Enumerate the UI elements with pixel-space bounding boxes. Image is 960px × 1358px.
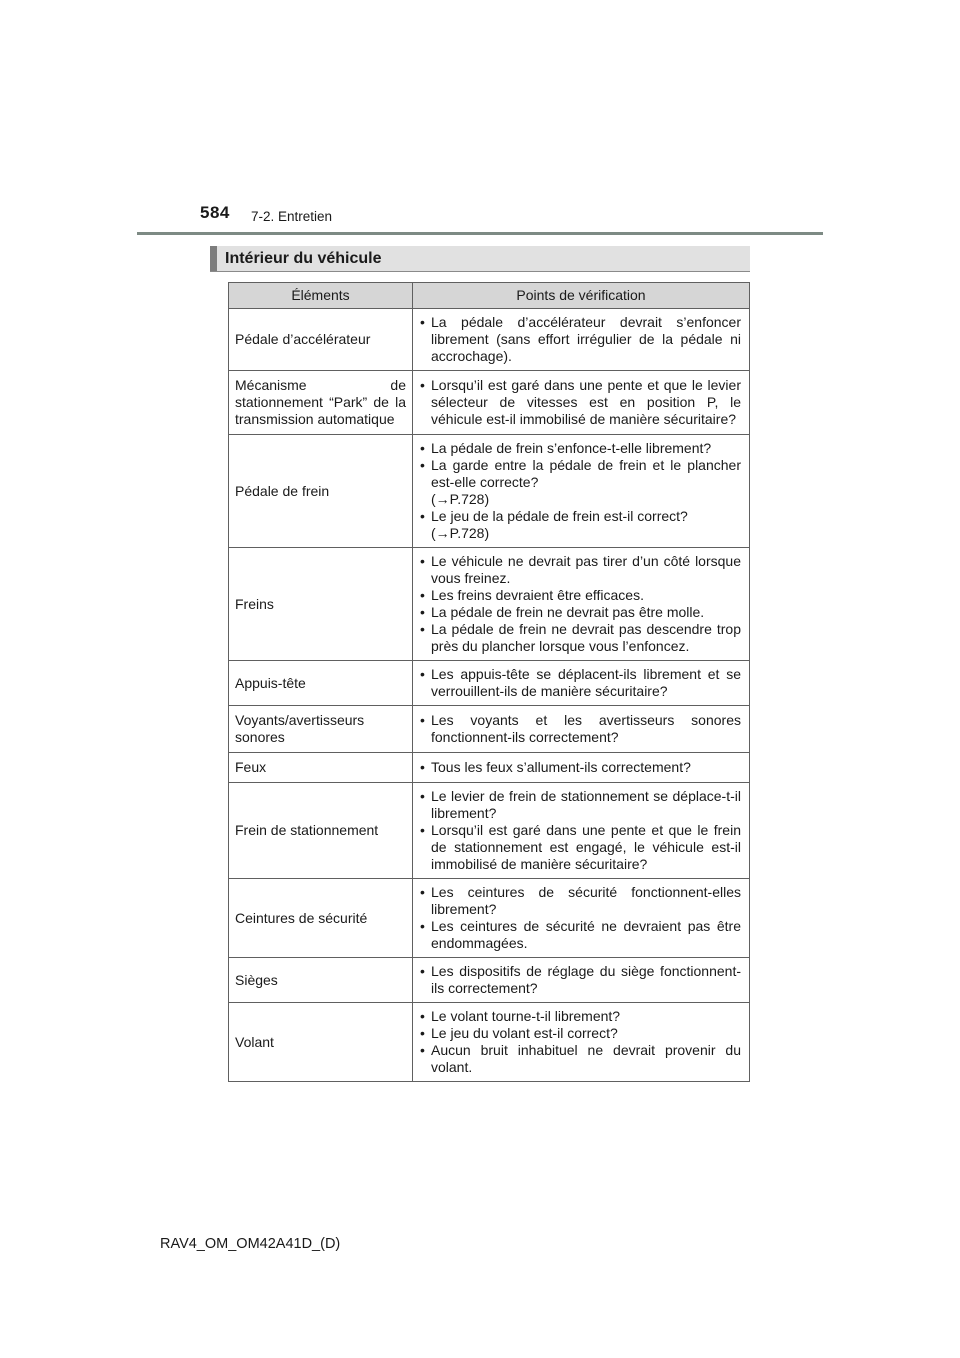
row-item-label: Pédale de frein — [229, 435, 413, 548]
checkpoint-text: La garde entre la pédale de frein et le plancher est-elle correcte? — [431, 457, 741, 490]
section-label: 7-2. Entretien — [251, 209, 333, 224]
row-item-label: Frein de stationnement — [229, 783, 413, 879]
table-row — [229, 1003, 750, 1082]
row-item-label: Ceintures de sécurité — [229, 879, 413, 958]
row-checkpoints — [413, 309, 750, 371]
column-header-items: Éléments — [229, 283, 413, 309]
table-row — [229, 706, 750, 753]
checkpoint: • Lorsqu’il est garé dans une pente et que le levier sélecteur de vitesses est en position P, le véhicule est-il immobilisé de manière sécuritaire? — [418, 377, 741, 428]
row-item-label: Voyants/avertisseurs sonores — [229, 706, 413, 753]
row-checkpoints — [413, 548, 750, 661]
checkpoint — [418, 508, 741, 542]
checkpoint: • Lorsqu’il est garé dans une pente et que le frein de stationnement est engagé, le véhicule est-il immobilisé de manière sécuritaire? — [418, 822, 741, 873]
page-number: 584 — [200, 203, 230, 222]
checkpoint: • Tous les feux s’allument-ils correctement? — [418, 759, 741, 776]
checkpoint: • Le levier de frein de stationnement se déplace-t-il librement? — [418, 788, 741, 822]
checkpoint: • Le jeu du volant est-il correct? — [418, 1025, 741, 1042]
checkpoint: • Les freins devraient être efficaces. — [418, 587, 741, 604]
row-item-label: Sièges — [229, 958, 413, 1003]
row-checkpoints — [413, 435, 750, 548]
table-row — [229, 958, 750, 1003]
table-row — [229, 783, 750, 879]
table-row — [229, 435, 750, 548]
checkpoint: • La pédale de frein s’enfonce-t-elle librement? — [418, 440, 741, 457]
checkpoint-text: Le jeu de la pédale de frein est-il correct? — [431, 508, 688, 524]
row-item-label: Volant — [229, 1003, 413, 1082]
row-item-label: Appuis-tête — [229, 661, 413, 706]
checkpoint: • La pédale de frein ne devrait pas être molle. — [418, 604, 741, 621]
row-item-label: Pédale d’accélérateur — [229, 309, 413, 371]
table-row — [229, 309, 750, 371]
checkpoint: • Les dispositifs de réglage du siège fonctionnent-ils correctement? — [418, 963, 741, 997]
row-checkpoints — [413, 753, 750, 783]
document-code: RAV4_OM_OM42A41D_(D) — [160, 1236, 341, 1252]
row-item-label: Freins — [229, 548, 413, 661]
section-heading — [210, 246, 750, 272]
checkpoint: • Les ceintures de sécurité fonctionnent-elles librement? — [418, 884, 741, 918]
table-header-row — [229, 283, 750, 309]
table-row — [229, 753, 750, 783]
table-row — [229, 371, 750, 435]
row-item-label: Feux — [229, 753, 413, 783]
checkpoint — [418, 457, 741, 508]
table-row — [229, 661, 750, 706]
row-checkpoints — [413, 1003, 750, 1082]
checkpoint: • Les ceintures de sécurité ne devraient pas être endommagées. — [418, 918, 741, 952]
checkpoint: • Le véhicule ne devrait pas tirer d’un côté lorsque vous freinez. — [418, 553, 741, 587]
row-checkpoints — [413, 371, 750, 435]
checkpoint: • Les voyants et les avertisseurs sonores fonctionnent-ils correctement? — [418, 712, 741, 746]
checkpoint: • Aucun bruit inhabituel ne devrait provenir du volant. — [418, 1042, 741, 1076]
row-item-label: Mécanisme de stationnement “Park” de la transmission automatique — [229, 371, 413, 435]
inspection-table — [228, 282, 750, 1082]
section-heading-title: Intérieur du véhicule — [225, 250, 382, 267]
column-header-checkpoints: Points de vérification — [413, 283, 750, 309]
header-rule — [137, 232, 823, 235]
row-checkpoints — [413, 661, 750, 706]
section-heading-bar — [210, 246, 217, 271]
checkpoint: • Le volant tourne-t-il librement? — [418, 1008, 741, 1025]
checkpoint: • La pédale d’accélérateur devrait s’enfoncer librement (sans effort irrégulier de la pédale ni accrochage). — [418, 314, 741, 365]
page-reference: (→P.728) — [431, 525, 490, 541]
row-checkpoints — [413, 958, 750, 1003]
checkpoint: • Les appuis-tête se déplacent-ils librement et se verrouillent-ils de manière sécuritaire? — [418, 666, 741, 700]
row-checkpoints — [413, 783, 750, 879]
row-checkpoints — [413, 879, 750, 958]
row-checkpoints — [413, 706, 750, 753]
page-reference: (→P.728) — [431, 491, 490, 507]
table-row — [229, 879, 750, 958]
checkpoint: • La pédale de frein ne devrait pas descendre trop près du plancher lorsque vous l’enfoncez. — [418, 621, 741, 655]
table-row — [229, 548, 750, 661]
